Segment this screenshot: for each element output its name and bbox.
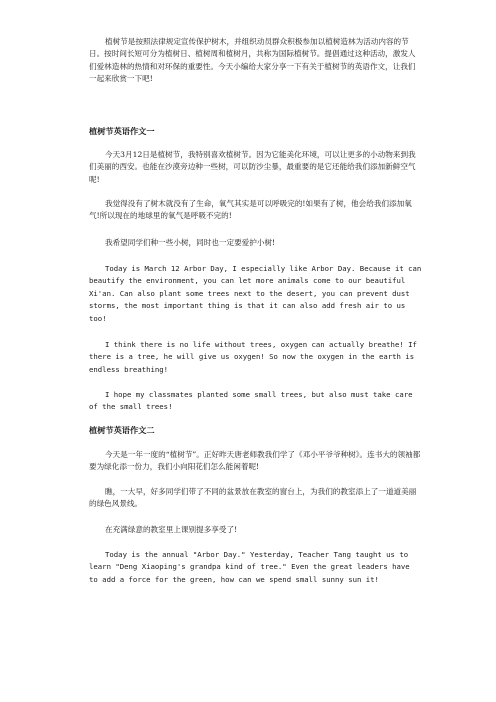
essay2-english-paragraph-1: Today is the annual "Arbor Day." Yesterday, Teacher Tang taught us to learn "Deng Xiaoping's grandpa kind of tree." Even the great leaders have to add a force for the green, how can we spend small sunny sun it!: [89, 550, 410, 584]
intro-paragraph: 植树节是按照法律规定宣传保护树木，并组织动员群众积极参加以植树造林为活动内容的节日。按时间长短可分为植树日、植树周和植树月，共称为国际植树节。提倡通过这种活动，激发人们爱林造林的热情和对环保的重要性。今天小编给大家分享一下有关于植树节的英语作文，让我们一起来欣赏一下吧!: [89, 37, 416, 84]
essay2-heading: 植树节英语作文二: [89, 425, 155, 435]
essay1-chinese-paragraph-1: 今天3月12日是植树节，我特别喜欢植树节。因为它能美化环境，可以让更多的小动物来到我们美丽的西安。也能在沙漠旁边种一些树，可以防沙尘暴，最重要的是它还能给我们添加新鲜空气呢!: [89, 150, 416, 184]
essay1-english-paragraph-3: I hope my classmates planted some small trees, but also must take care of the small trees!: [89, 390, 413, 412]
essay2-chinese-paragraph-2: 瞧，一大早，好多同学们带了不同的盆景放在教室的窗台上，为我们的教室添上了一道道美丽的绿色风景线。: [89, 487, 417, 509]
essay1-heading: 植树节英语作文一: [89, 126, 155, 136]
essay1-english-paragraph-1: Today is March 12 Arbor Day, I especially like Arbor Day. Because it can beautify the environment, you can let more animals come to our beautiful Xi'an. Can also plant some trees next to the desert, you can prevent dust storms, the most important thing is that it can also add fresh air to us too!: [89, 264, 422, 323]
essay1-chinese-paragraph-2: 我觉得没有了树木就没有了生命，氧气其实是可以呼吸完的!如果有了树，他会给我们添加氧气!所以现在的地球里的氧气是呼吸不完的!: [89, 199, 412, 221]
essay2-chinese-paragraph-1: 今天是一年一度的“植树节”。正好昨天唐老师教我们学了《邓小平爷爷种树》。连书大的领袖都要为绿化添一份力，我们小向阳花们怎么能闲着呢!: [89, 450, 421, 472]
essay1-chinese-paragraph-3: 我希望同学们种一些小树，同时也一定要爱护小树!: [105, 238, 276, 247]
essay2-chinese-paragraph-3: 在充满绿意的教室里上课别提多享受了!: [105, 525, 238, 534]
essay1-english-paragraph-2: I think there is no life without trees, oxygen can actually breathe! If there is a tree, he will give us oxygen! So now the oxygen in the earth is endless breathing!: [89, 340, 417, 374]
